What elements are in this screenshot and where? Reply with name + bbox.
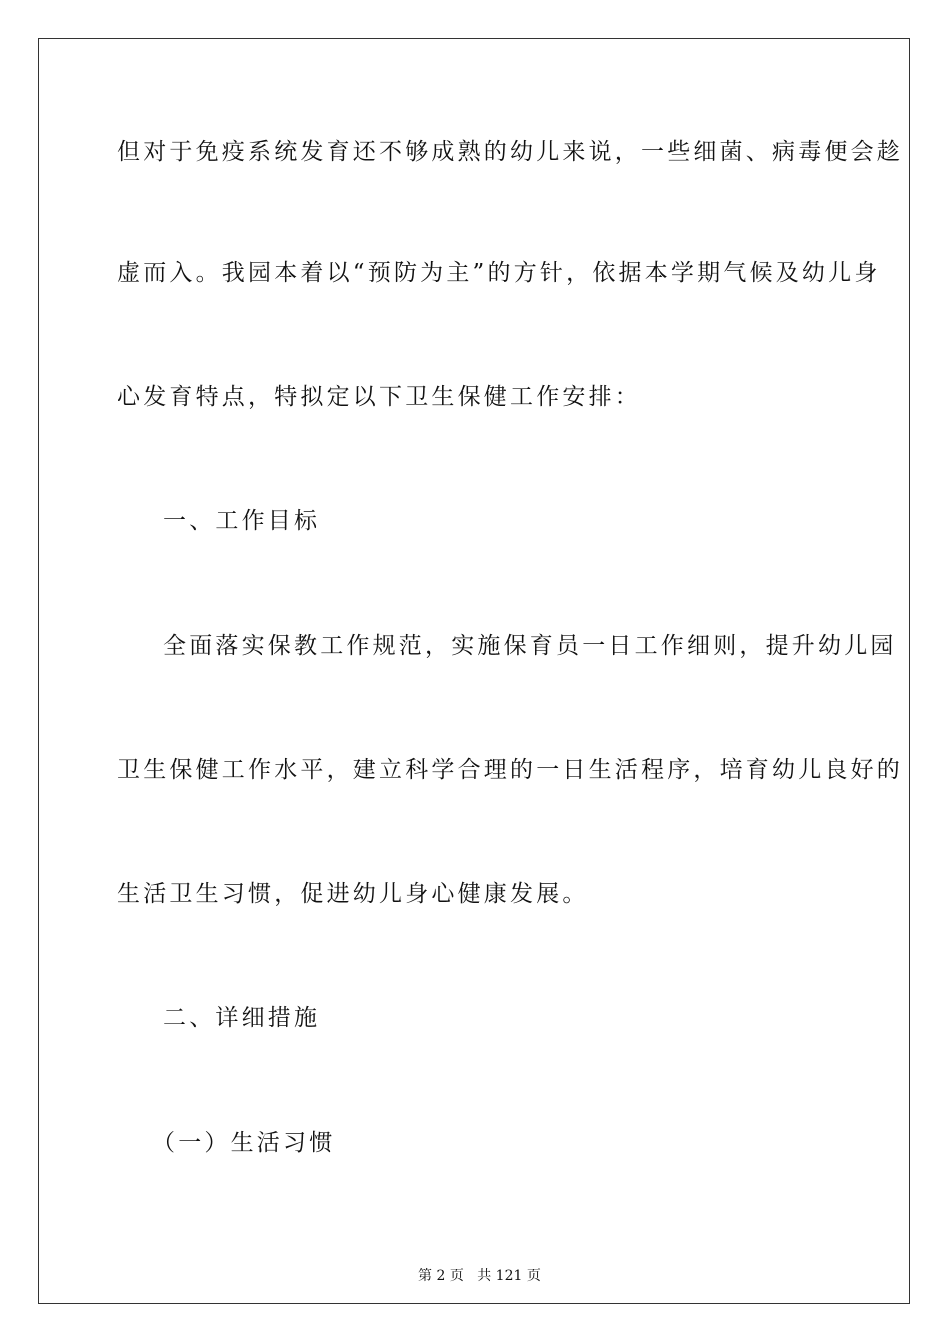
body-text-line: 全面落实保教工作规范，实施保育员一日工作细则，提升幼儿园	[163, 633, 897, 659]
body-text-line: 心发育特点，特拟定以下卫生保健工作安排：	[117, 384, 641, 410]
page-total: 共 121 页	[477, 1268, 541, 1284]
subsection-heading: （一）生活习惯	[152, 1130, 336, 1156]
section-heading-2: 二、详细措施	[163, 1005, 321, 1031]
body-text-line: 生活卫生习惯，促进幼儿身心健康发展。	[117, 881, 589, 907]
body-text-line: 虚而入。我园本着以“预防为主”的方针，依据本学期气候及幼儿身	[117, 260, 881, 286]
page-number: 第 2 页	[418, 1268, 464, 1284]
body-text-line: 但对于免疫系统发育还不够成熟的幼儿来说，一些细菌、病毒便会趁	[117, 139, 903, 165]
page-border	[38, 38, 910, 1304]
page-footer	[0, 1246, 950, 1286]
section-heading-1: 一、工作目标	[163, 508, 321, 534]
body-text-line: 卫生保健工作水平，建立科学合理的一日生活程序，培育幼儿良好的	[117, 757, 903, 783]
